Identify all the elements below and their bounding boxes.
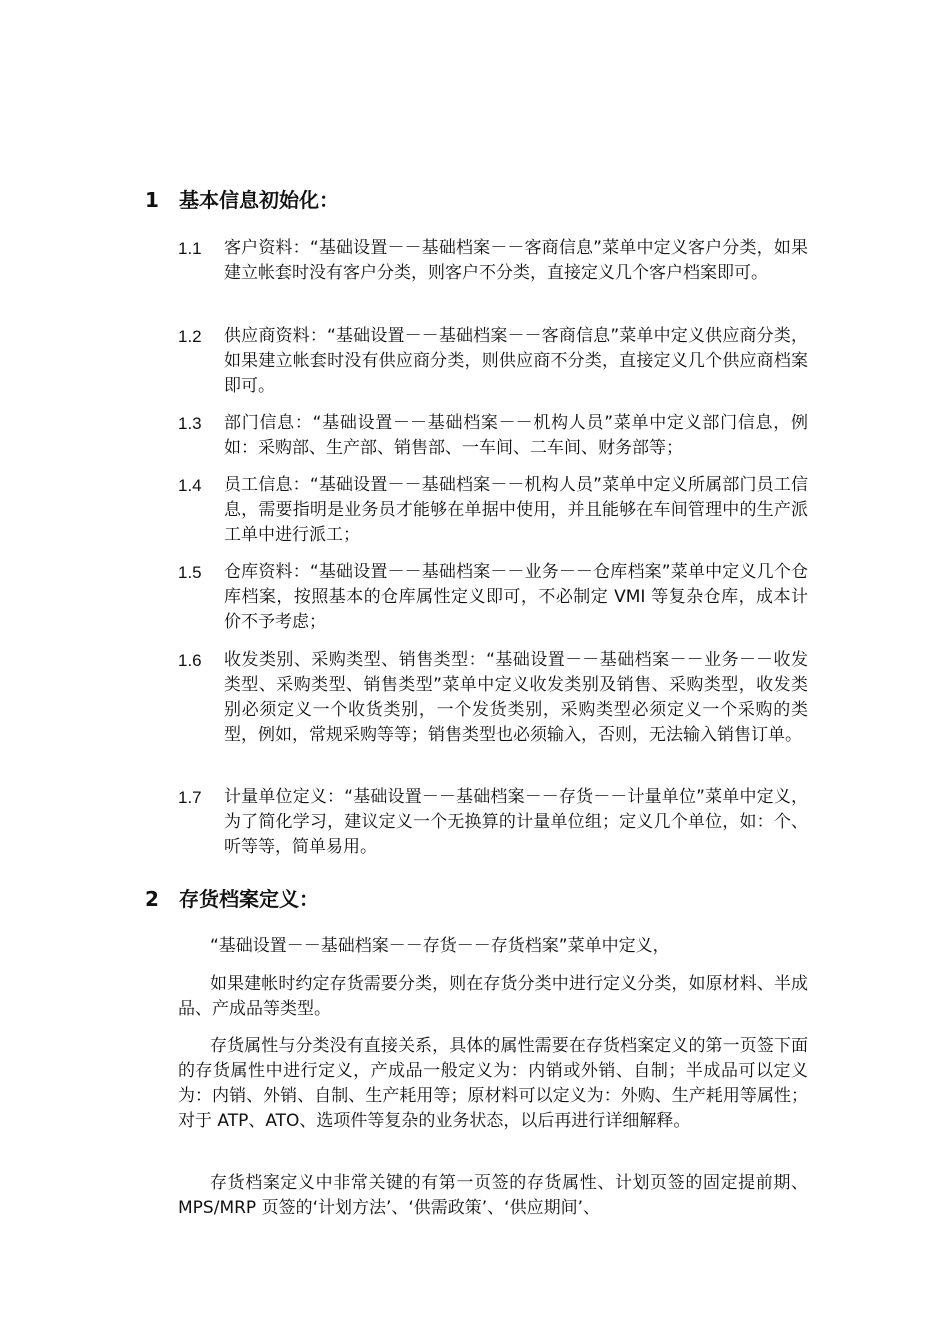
section-1-heading [145,186,339,214]
list-item-number: 1.7 [178,788,202,807]
section-2-heading [145,885,319,913]
paragraph-3: 存货属性与分类没有直接关系，具体的属性需要在存货档案定义的第一页签下面的存货属性中进行定义，产成品一般定义为：内销或外销、自制；半成品可以定义为：内销、外销、自制、生产耗用等；原材料可以定义为：外购、生产耗用等属性；对于 ATP、ATO、选项件等复杂的业务状态，以后再进行详细解释。 [178,1036,808,1131]
section-1-title: 基本信息初始化： [179,188,339,212]
list-item-1-2 [178,324,808,399]
list-item-number: 1.3 [178,414,202,433]
list-item-number: 1.4 [178,476,202,495]
list-item-1-7 [178,785,808,860]
list-item-number: 1.1 [178,239,202,258]
list-item-1-6 [178,648,808,748]
list-item-text: 计量单位定义：“基础设置－－基础档案－－存货－－计量单位”菜单中定义，为了简化学习，建议定义一个无换算的计量单位组；定义几个单位，如：个、听等等，简单易用。 [224,787,808,857]
list-item-text: 供应商资料：“基础设置－－基础档案－－客商信息”菜单中定义供应商分类，如果建立帐套时没有供应商分类，则供应商不分类，直接定义几个供应商档案即可。 [224,326,808,396]
list-item-1-3 [178,411,808,461]
section-2-number: 2 [145,887,159,911]
section-1-number: 1 [145,188,159,212]
list-item-number: 1.6 [178,651,202,670]
list-item-1-5 [178,560,808,635]
list-item-1-1 [178,236,808,286]
paragraph-4: 存货档案定义中非常关键的有第一页签的存货属性、计划页签的固定提前期、MPS/MRP 页签的‘计划方法’、‘供需政策’、‘供应期间’、 [178,1173,808,1218]
list-item-1-4 [178,473,808,548]
list-item-text: 收发类别、采购类型、销售类型：“基础设置－－基础档案－－业务－－收发类型、采购类型、销售类型”菜单中定义收发类别及销售、采购类型，收发类别必须定义一个收货类别，一个发货类别，采购类型必须定义一个采购的类型，例如，常规采购等等；销售类型也必须输入，否则，无法输入销售订单。 [224,650,808,745]
list-item-text: 客户资料：“基础设置－－基础档案－－客商信息”菜单中定义客户分类，如果建立帐套时没有客户分类，则客户不分类，直接定义几个客户档案即可。 [224,238,808,283]
list-item-text: 部门信息：“基础设置－－基础档案－－机构人员”菜单中定义部门信息，例如：采购部、生产部、销售部、一车间、二车间、财务部等； [224,413,808,458]
list-item-number: 1.2 [178,327,202,346]
paragraph-2: 如果建帐时约定存货需要分类，则在存货分类中进行定义分类，如原材料、半成品、产成品等类型。 [178,974,808,1019]
list-item-number: 1.5 [178,563,202,582]
section-2-title: 存货档案定义： [179,887,319,911]
list-item-text: 员工信息：“基础设置－－基础档案－－机构人员”菜单中定义所属部门员工信息，需要指明是业务员才能够在单据中使用，并且能够在车间管理中的生产派工单中进行派工； [224,475,808,545]
list-item-text: 仓库资料：“基础设置－－基础档案－－业务－－仓库档案”菜单中定义几个仓库档案，按照基本的仓库属性定义即可，不必制定 VMI 等复杂仓库，成本计价不予考虑； [224,562,808,632]
paragraph-1: “基础设置－－基础档案－－存货－－存货档案”菜单中定义， [210,936,670,956]
